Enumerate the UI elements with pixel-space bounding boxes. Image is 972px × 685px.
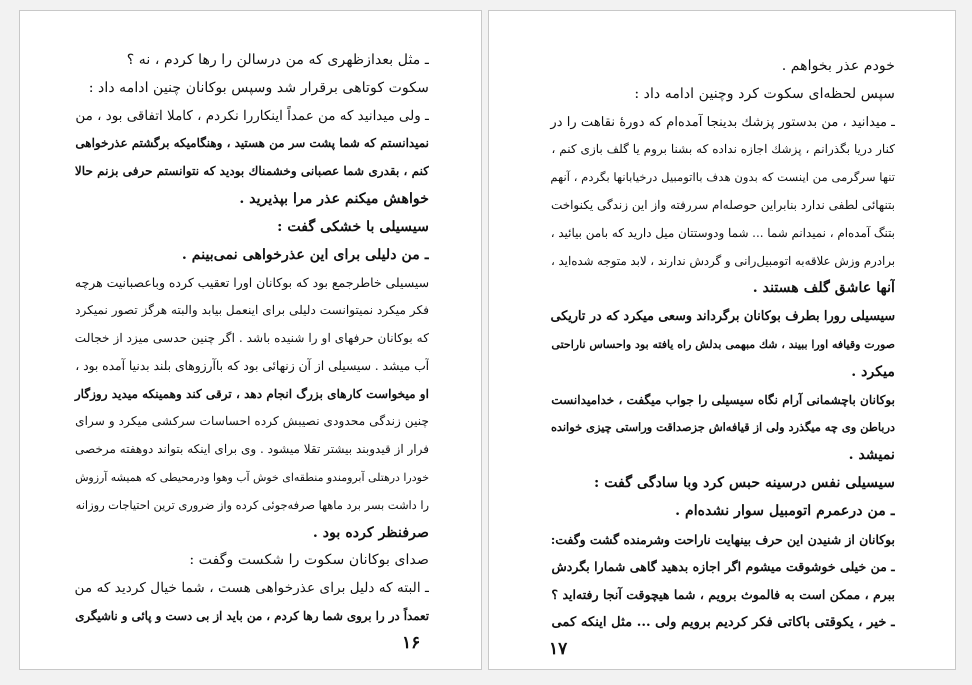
text-line: فکر میکرد نمیتوانست دلیلی برای اینعمل بیابد والبته هرگز تصور نمیکرد bbox=[75, 303, 429, 318]
text-line: ـ من درعمرم اتومبیل سوار نشده‌ام . bbox=[675, 502, 895, 519]
text-line: بتنهائی لطفی ندارد بنابراین حوصله‌ام سررفته واز این زندگی یکنواخت bbox=[550, 197, 895, 212]
text-line: کنم ، بقدری شما عصبانی وخشمناك بودید که نتوانستم حرفی بزنم حالا bbox=[74, 164, 429, 179]
text-line: ـ خیر ، یکوقتی باکاتی فکر کردیم برویم ولی ... مثل اینکه کمی bbox=[551, 614, 895, 630]
text-line: نمیشد . bbox=[848, 447, 895, 464]
text-line: میکرد . bbox=[851, 363, 895, 380]
left-page-number: ۱۶ bbox=[402, 633, 421, 653]
text-line: سکوت کوتاهی برقرار شد وسپس بوکانان چنین ادامه داد : bbox=[88, 79, 429, 96]
text-line: درباطن وی چه میگذرد ولی از قیافه‌اش جزصداقت وراستی چیزی خوانده bbox=[550, 420, 895, 435]
text-line: سیسیلی نفس درسینه حبس کرد وبا سادگی گفت : bbox=[594, 474, 895, 491]
text-line: خودرا درهتلی آبرومندو منطقه‌ای خوش آب وهوا ودرمحیطی که همیشه آرزوش bbox=[75, 470, 429, 484]
text-line: سپس لحظه‌ای سکوت کرد وچنین ادامه داد : bbox=[634, 85, 895, 102]
text-line: برادرم وزش علاقه‌به اتومبیل‌رانی و گردش ندارند ، لابد متوجه شده‌اید ، bbox=[550, 253, 895, 268]
text-line: ـ مثل بعدازظهری که من درسالن را رها کردم ، نه ؟ bbox=[126, 52, 429, 68]
text-line: بتنگ آمده‌ام ، نمیدانم شما ... شما ودوستتان میل دارید که بامن بیائید ، bbox=[550, 225, 895, 240]
right-page bbox=[488, 10, 956, 670]
text-line: او میخواست کارهای بزرگ انجام دهد ، ترقی کند وهمینکه میدید روزگار bbox=[74, 386, 429, 401]
text-line: تعمداً در را بروی شما رها کردم ، من باید از بی دست و پائی و ناشیگری bbox=[75, 608, 429, 623]
left-page-text bbox=[68, 47, 429, 631]
text-line: سیسیلی خاطرجمع بود که بوکانان اورا تعقیب کرده وباعصبانیت هرچه bbox=[74, 275, 429, 291]
text-line: ـ البته که دلیل برای عذرخواهی هست ، شما خیال کردید که من bbox=[74, 580, 429, 597]
text-line: تنها سرگرمی من اینست که بدون هدف بااتومبیل درخیابانها بگردم ، آنهم bbox=[550, 170, 895, 185]
text-line: خواهش میکنم عذر مرا بپذیرید . bbox=[239, 190, 429, 207]
text-line: صدای بوکانان سکوت را شکست وگفت : bbox=[189, 552, 429, 569]
text-line: ـ ولی میدانید که من عمداً اینکاررا نکردم ، کاملا اتفاقی بود ، من bbox=[75, 107, 429, 124]
text-line: ـ من دلیلی برای این عذرخواهی نمی‌بینم . bbox=[181, 246, 429, 263]
text-line: را داشت بسر برد ماهها صرفه‌جوئی کرده واز ضروری ترین احتیاجات روزانه bbox=[75, 497, 429, 512]
text-line: ببرم ، ممکن است به فالموث برویم ، شما هیچوقت آنجا رفته‌اید ؟ bbox=[551, 587, 895, 603]
text-line: سیسیلی با خشکی گفت : bbox=[277, 218, 429, 235]
text-line: که بوکانان حرفهای او را شنیده باشد . اگر چنین حدسی میزد از خجالت bbox=[74, 330, 429, 345]
text-line: بوکانان از شنیدن این حرف بینهایت ناراحت وشرمنده گشت وگفت: bbox=[550, 531, 895, 547]
text-line: کنار دریا بگذرانم ، پزشك اجازه نداده که بشنا بروم یا گلف بازی کنم ، bbox=[551, 142, 895, 157]
text-line: نمیدانستم که شما پشت سر من هستید ، وهنگامیکه برگشتم عذرخواهی bbox=[75, 136, 429, 151]
text-line: صرفنظر کرده بود . bbox=[312, 524, 429, 541]
text-line: ـ میدانید ، من بدستور پزشك بدینجا آمده‌ام که دورهٔ نقاهت را در bbox=[550, 114, 895, 130]
text-line: صورت وقیافه اورا ببیند ، شك مبهمی بدلش راه یافته بود واحساس ناراحتی bbox=[551, 337, 895, 351]
text-line: ـ من خیلی خوشوقت میشوم اگر اجازه بدهید گاهی شمارا بگردش bbox=[551, 559, 895, 575]
text-line: خودم عذر بخواهم . bbox=[781, 58, 895, 74]
text-line: چنین زندگی محدودی نصیبش کرده احساسات سرکشی میکرد و سرای bbox=[75, 414, 429, 429]
right-page-text bbox=[544, 53, 895, 637]
text-line: آنها عاشق گلف هستند . bbox=[752, 280, 895, 297]
text-line: سیسیلی رورا بطرف بوکانان برگرداند وسعی میکرد که در تاریکی bbox=[550, 309, 895, 325]
text-line: بوکانان باچشمانی آرام نگاه سیسیلی را جواب میگفت ، خدامیدانست bbox=[551, 392, 895, 407]
right-page-number: ۱۷ bbox=[549, 639, 568, 659]
text-line: آب میشد . سیسیلی از آن زنهائی بود که باآرزوهای بلند بدنیا آمده بود ، bbox=[75, 358, 429, 373]
left-page bbox=[19, 10, 482, 670]
text-line: فرار از قیدوبند بیشتر تقلا میشود . وی برای اینکه بتواند دوهفته مرخصی bbox=[75, 442, 429, 457]
